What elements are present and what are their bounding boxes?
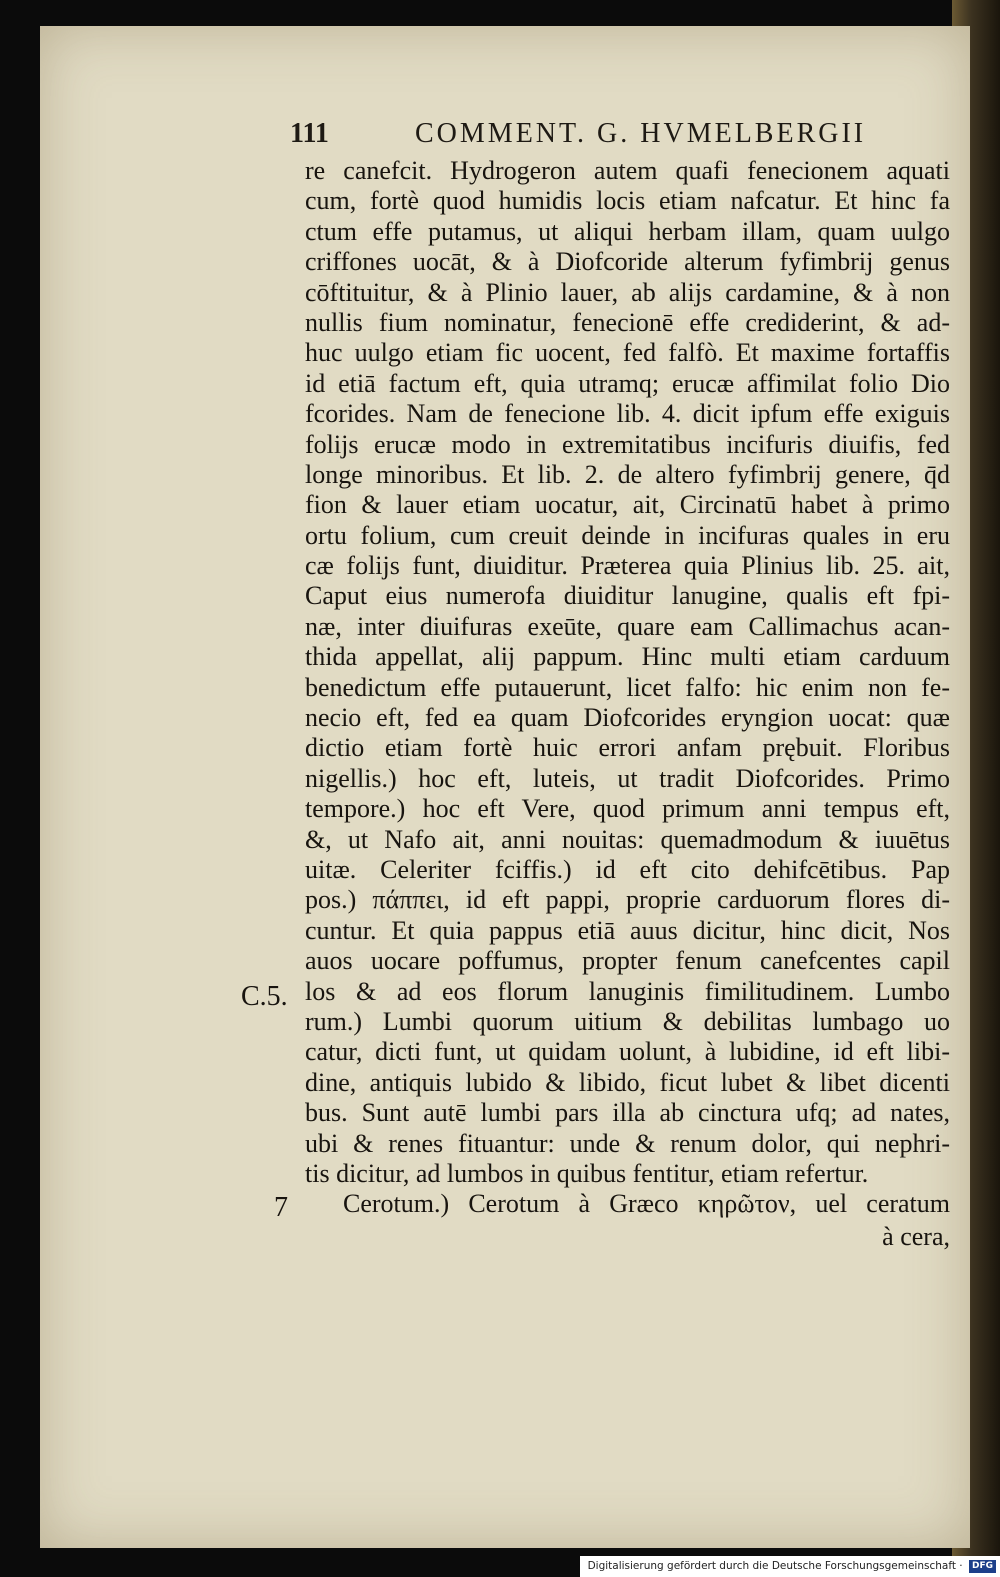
text-line: benedictum effe putauerunt, licet falfo: hic enim non fe- bbox=[305, 672, 950, 702]
text-line: uitæ. Celeriter fciffis.) id eft cito dehifcētibus. Pap bbox=[305, 854, 950, 884]
text-line: ortu folium, cum creuit deinde in incifuras quales in eru bbox=[305, 520, 950, 550]
text-line: thida appellat, alij pappum. Hinc multi etiam carduum bbox=[305, 642, 950, 672]
text-line: ctum effe putamus, ut aliqui herbam illam, quam uulgo bbox=[305, 216, 950, 246]
digitization-footer bbox=[580, 1556, 1000, 1577]
text-line: cæ folijs funt, diuiditur. Præterea quia Plinius lib. 25. ait, bbox=[305, 551, 950, 581]
text-line: ubi & renes fituantur: unde & renum dolor, qui nephri- bbox=[305, 1128, 950, 1158]
text-line: auos uocare poffumus, propter fenum canefcentes capil bbox=[305, 946, 950, 976]
catchword: à cera, bbox=[882, 1222, 950, 1251]
text-line: id etiā factum eft, quia utramq; erucæ affimilat folio Dio bbox=[305, 368, 950, 398]
text-line: criffones uocāt, & à Diofcoride alterum fyfimbrij genus bbox=[305, 247, 950, 277]
margin-signature: C.5. bbox=[241, 981, 288, 1012]
running-head bbox=[290, 118, 930, 154]
text-line: fcorides. Nam de fenecione lib. 4. dicit ipfum effe exiguis bbox=[305, 399, 950, 429]
text-line: dine, antiquis lubido & libido, ficut lubet & libet dicenti bbox=[305, 1067, 950, 1097]
text-line: Cerotum.) Cerotum à Græco κηρῶτον, uel ceratum bbox=[343, 1189, 950, 1219]
text-line: fion & lauer etiam uocatur, ait, Circinatū habet à primo bbox=[305, 490, 950, 520]
text-line: bus. Sunt autē lumbi pars illa ab cinctura ufq; ad nates, bbox=[305, 1098, 950, 1128]
text-line: longe minoribus. Et lib. 2. de altero fyfimbrij genere, q̄d bbox=[305, 459, 950, 489]
dfg-logo: DFG bbox=[969, 1560, 996, 1573]
text-line: dictio etiam fortè huic errori anfam prębuit. Floribus bbox=[305, 733, 950, 763]
running-title: COMMENT. G. HVMELBERGII bbox=[415, 118, 867, 149]
text-line: tis dicitur, ad lumbos in quibus fentitur, etiam refertur. bbox=[305, 1158, 869, 1188]
text-line: &, ut Nafo ait, anni nouitas: quemadmodum & iuuētus bbox=[305, 824, 950, 854]
text-line: necio eft, fed ea quam Diofcorides eryngion uocat: quæ bbox=[305, 703, 950, 733]
text-line: cuntur. Et quia pappus etiā auus dicitur, hinc dicit, Nos bbox=[305, 915, 950, 945]
text-line: tempore.) hoc eft Vere, quod primum anni tempus eft, bbox=[305, 794, 950, 824]
text-block bbox=[305, 156, 950, 1220]
text-line: huc uulgo etiam fic uocent, fed falfò. Et maxime fortaffis bbox=[305, 338, 950, 368]
text-line: pos.) πάππει, id eft pappi, proprie carduorum flores di- bbox=[305, 885, 950, 915]
text-line: re canefcit. Hydrogeron autem quafi fenecionem aquati bbox=[305, 156, 950, 185]
text-line: næ, inter diuifuras exeūte, quare eam Callimachus acan- bbox=[305, 611, 950, 641]
footer-text: Digitalisierung gefördert durch die Deutsche Forschungsgemeinschaft · bbox=[587, 1560, 963, 1572]
text-line: nullis fium nominatur, fenecionē effe crediderint, & ad- bbox=[305, 307, 950, 337]
text-line: los & ad eos florum lanuginis fimilitudinem. Lumbo bbox=[305, 976, 950, 1006]
page-number: 111 bbox=[290, 118, 329, 149]
text-line: catur, dicti funt, ut quidam uolunt, à lubidine, id eft libi- bbox=[305, 1037, 950, 1067]
text-line: nigellis.) hoc eft, luteis, ut tradit Diofcorides. Primo bbox=[305, 763, 950, 793]
text-line: cōftituitur, & à Plinio lauer, ab alijs cardamine, & à non bbox=[305, 277, 950, 307]
text-line: cum, fortè quod humidis locis etiam nafcatur. Et hinc fa bbox=[305, 186, 950, 216]
text-line: folijs erucæ modo in extremitatibus incifuris diuifis, fed bbox=[305, 429, 950, 459]
text-line: Caput eius numerofa diuiditur lanugine, qualis eft fpi- bbox=[305, 581, 950, 611]
text-line: rum.) Lumbi quorum uitium & debilitas lumbago uo bbox=[305, 1006, 950, 1036]
margin-number: 7 bbox=[274, 1192, 288, 1223]
